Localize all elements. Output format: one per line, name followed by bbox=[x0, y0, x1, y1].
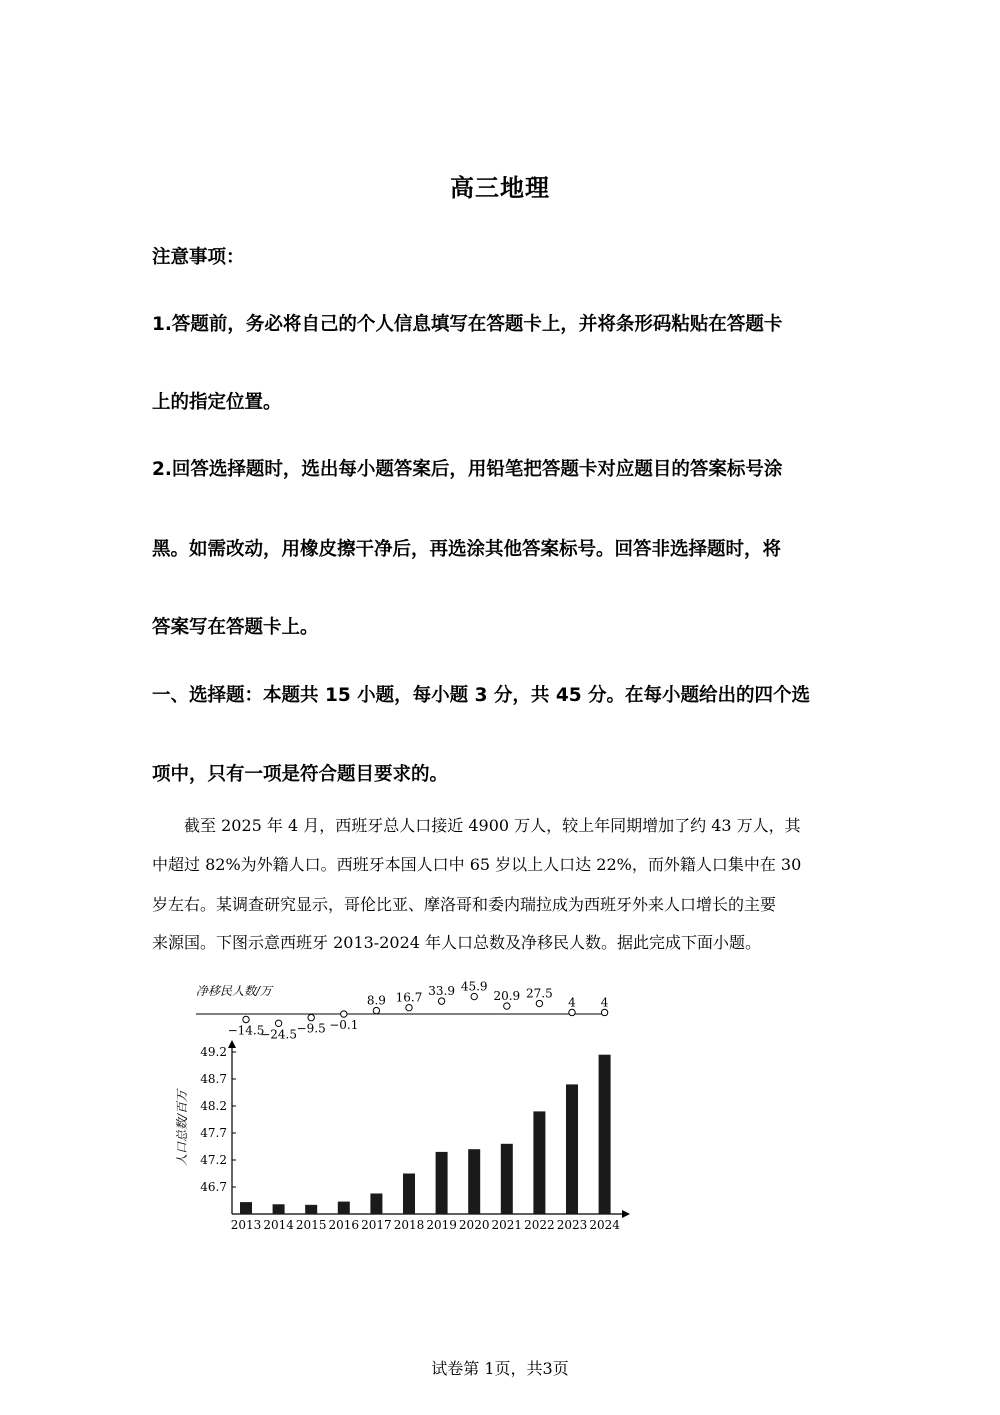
migration-point bbox=[243, 1016, 249, 1022]
migration-point bbox=[275, 1020, 281, 1026]
migration-data-label: 16.7 bbox=[395, 990, 423, 1005]
migration-data-label: −24.5 bbox=[260, 1027, 297, 1042]
x-tick-label: 2024 bbox=[589, 1218, 620, 1232]
x-tick-label: 2019 bbox=[426, 1218, 457, 1232]
x-tick-label: 2013 bbox=[230, 1218, 262, 1232]
migration-data-label: 33.9 bbox=[428, 984, 455, 999]
migration-point bbox=[308, 1014, 314, 1020]
migration-data-label: 45.9 bbox=[460, 979, 488, 994]
population-bar bbox=[468, 1149, 480, 1214]
population-bar bbox=[403, 1174, 415, 1215]
y-tick-label: 47.7 bbox=[200, 1126, 227, 1140]
migration-point bbox=[569, 1009, 575, 1015]
notice-item-2-line-3: 答案写在答题卡上。 bbox=[152, 617, 319, 638]
migration-axis-label: 净移民人数/万 bbox=[196, 984, 273, 998]
x-tick-label: 2023 bbox=[556, 1218, 588, 1232]
migration-point bbox=[536, 1000, 542, 1006]
x-tick-label: 2015 bbox=[295, 1218, 327, 1232]
y-tick-label: 47.2 bbox=[200, 1153, 227, 1167]
migration-point bbox=[504, 1003, 510, 1009]
x-axis-arrow bbox=[622, 1210, 630, 1218]
x-tick-label: 2022 bbox=[524, 1218, 555, 1232]
population-bar bbox=[370, 1193, 382, 1214]
notice-item-2-line-1: 2.回答选择题时，选出每小题答案后，用铅笔把答题卡对应题目的答案标号涂 bbox=[152, 459, 783, 480]
y-tick-label: 49.2 bbox=[200, 1045, 227, 1059]
population-chart bbox=[150, 968, 650, 1238]
page-footer: 试卷第 1页，共3页 bbox=[431, 1359, 569, 1378]
population-bar bbox=[533, 1111, 545, 1214]
notice-heading: 注意事项： bbox=[152, 247, 245, 268]
passage-line-2: 中超过 82%为外籍人口。西班牙本国人口中 65 岁以上人口达 22%，而外籍人口集中在 30 bbox=[152, 855, 802, 874]
population-bar bbox=[305, 1205, 317, 1214]
migration-data-label: −0.1 bbox=[329, 1018, 359, 1033]
migration-point bbox=[373, 1007, 379, 1013]
y-axis-arrow bbox=[228, 1040, 236, 1048]
page-title: 高三地理 bbox=[450, 174, 550, 202]
y-axis-label: 人口总数/百万 bbox=[175, 1089, 189, 1167]
y-tick-label: 48.2 bbox=[200, 1099, 227, 1113]
population-bar bbox=[273, 1204, 285, 1214]
population-bar bbox=[436, 1152, 448, 1214]
x-tick-label: 2014 bbox=[263, 1218, 294, 1232]
migration-data-label: 20.9 bbox=[493, 989, 521, 1004]
notice-item-1-line-2: 上的指定位置。 bbox=[152, 392, 282, 413]
population-bar bbox=[566, 1084, 578, 1214]
notice-item-2-line-2: 黑。如需改动，用橡皮擦干净后，再选涂其他答案标号。回答非选择题时，将 bbox=[152, 539, 782, 560]
migration-data-label: 4 bbox=[568, 995, 576, 1010]
population-bar bbox=[599, 1055, 611, 1214]
y-tick-label: 46.7 bbox=[200, 1180, 227, 1194]
section-heading-line-1: 一、选择题：本题共 15 小题，每小题 3 分，共 45 分。在每小题给出的四个选 bbox=[152, 685, 811, 706]
x-tick-label: 2017 bbox=[361, 1218, 392, 1232]
section-heading-line-2: 项中，只有一项是符合题目要求的。 bbox=[152, 764, 449, 785]
migration-data-label: 4 bbox=[600, 995, 609, 1010]
migration-point bbox=[341, 1011, 347, 1017]
population-bar bbox=[338, 1202, 350, 1214]
migration-data-label: −14.5 bbox=[227, 1023, 265, 1038]
migration-data-label: −9.5 bbox=[296, 1021, 326, 1036]
migration-point bbox=[601, 1009, 607, 1015]
x-tick-label: 2020 bbox=[458, 1218, 490, 1232]
x-tick-label: 2021 bbox=[491, 1218, 523, 1232]
migration-data-label: 8.9 bbox=[366, 993, 386, 1008]
migration-point bbox=[438, 998, 444, 1004]
population-bar bbox=[501, 1144, 513, 1214]
migration-point bbox=[471, 993, 477, 999]
y-tick-label: 48.7 bbox=[200, 1072, 227, 1086]
migration-point bbox=[406, 1004, 412, 1010]
population-bar bbox=[240, 1202, 252, 1214]
passage-line-1: 截至 2025 年 4 月，西班牙总人口接近 4900 万人，较上年同期增加了约 43 万人，其 bbox=[152, 816, 801, 835]
x-tick-label: 2016 bbox=[328, 1218, 360, 1232]
passage-line-4: 来源国。下图示意西班牙 2013-2024 年人口总数及净移民人数。据此完成下面小题。 bbox=[152, 933, 762, 952]
x-tick-label: 2018 bbox=[393, 1218, 425, 1232]
passage-line-3: 岁左右。某调查研究显示，哥伦比亚、摩洛哥和委内瑞拉成为西班牙外来人口增长的主要 bbox=[152, 895, 777, 914]
migration-data-label: 27.5 bbox=[526, 986, 553, 1001]
notice-item-1-line-1: 1.答题前，务必将自己的个人信息填写在答题卡上，并将条形码粘贴在答题卡 bbox=[152, 314, 783, 335]
